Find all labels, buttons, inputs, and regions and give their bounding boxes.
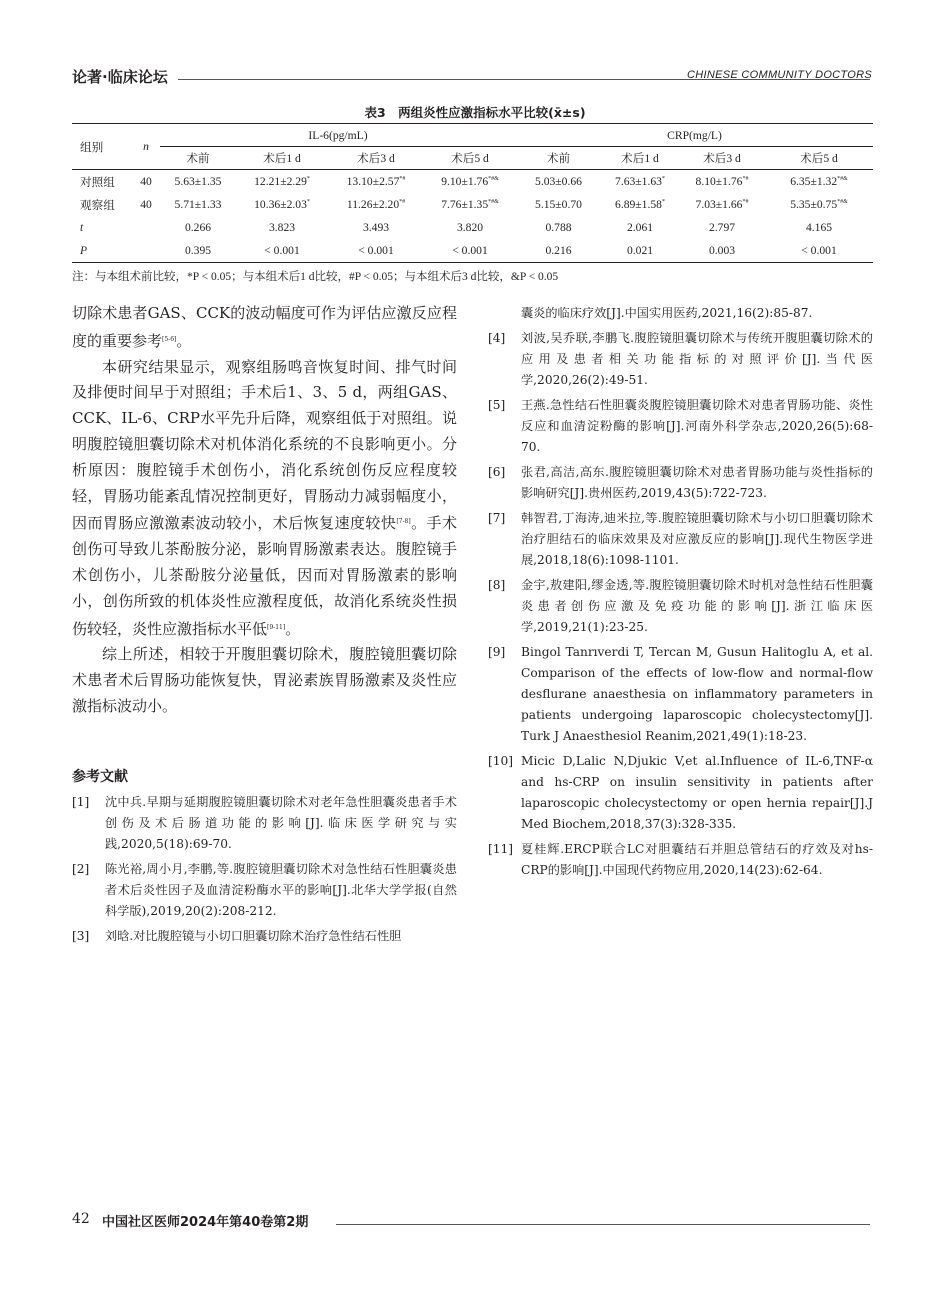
table-cell: 6.35±1.32*#& — [790, 175, 848, 188]
table-cell: 13.10±2.57*# — [346, 175, 406, 188]
table-cell: 0.266 — [184, 221, 212, 234]
page-number: 42 — [72, 1211, 90, 1227]
reference-item: [7] 韩智君,丁海涛,迪米拉,等.腹腔镜胆囊切除术与小切口胆囊切除术治疗胆结石的临床效果及对应激反应的影响[J].现代生物医学进展,2018,18(6):1098-1101. — [488, 511, 873, 567]
table-cell: 7.76±1.35*#& — [441, 198, 499, 211]
col-header-sub: 术前 — [516, 147, 601, 170]
col-header-sub: 术后1 d — [236, 147, 328, 170]
row-label: 对照组 — [80, 175, 115, 189]
row-label: 观察组 — [80, 198, 115, 212]
col-header-crp: CRP(mg/L) — [516, 124, 873, 147]
reference-item: [9] Bingol Tanrıverdi T, Tercan M, Gusun Halitoglu A, et al. Comparison of the effects of low-flow and normal-flow desflurane anaesthesia on inflammatory parameters in patients undergoing laparoscopic cholecystectomy[J]. Turk J Anaesthesiol Reanim,2021,49(1):18-23. — [488, 645, 873, 743]
row-n: 40 — [140, 198, 152, 211]
references-right — [488, 303, 873, 885]
table-row — [72, 239, 873, 263]
table-cell: 0.021 — [601, 239, 679, 263]
col-header-group: 组别 — [72, 124, 132, 170]
reference-item: [1] 沈中兵.早期与延期腹腔镜胆囊切除术对老年急性胆囊炎患者手术创伤及术后肠道功能的影响[J].临床医学研究与实践,2020,5(18):69-70. — [72, 795, 457, 851]
table-cell: 7.03±1.66*# — [695, 198, 749, 211]
reference-item: [4] 刘波,吴乔联,李鹏飞.腹腔镜胆囊切除术与传统开腹胆囊切除术的应用及患者相关功能指标的对照评价[J].当代医学,2020,26(2):49-51. — [488, 331, 873, 387]
reference-item: [2] 陈光裕,周小月,李鹏,等.腹腔镜胆囊切除术对急性结石性胆囊炎患者术后炎性因子及血清淀粉酶水平的影响[J].北华大学学报(自然科学版),2019,20(2):208-212. — [72, 862, 457, 918]
table-cell: 3.820 — [456, 221, 484, 234]
table-cell: 2.797 — [708, 221, 736, 234]
reference-item: [5] 王燕.急性结石性胆囊炎腹腔镜胆囊切除术对患者胃肠功能、炎性反应和血清淀粉酶的影响[J].河南外科学杂志,2020,26(5):68-70. — [488, 398, 873, 454]
table-cell: 5.15±0.70 — [535, 198, 582, 211]
row-label: P — [72, 239, 132, 263]
table-note: 注：与本组术前比较，*P < 0.05；与本组术后1 d比较，#P < 0.05；与本组术后3 d比较，&P < 0.05 — [72, 271, 559, 283]
reference-item: [3] 刘晗.对比腹腔镜与小切口胆囊切除术治疗急性结石性胆 — [72, 929, 402, 943]
running-header-journal: CHINESE COMMUNITY DOCTORS — [687, 69, 872, 81]
row-label: t — [80, 221, 84, 234]
table-cell: 5.63±1.35 — [174, 175, 222, 188]
table-caption: 表3 两组炎性应激指标水平比较(x̄±s) — [364, 105, 586, 120]
body-left-column — [72, 301, 457, 720]
row-n: 40 — [140, 175, 152, 188]
table-cell: < 0.001 — [328, 239, 424, 263]
col-header-sub: 术后5 d — [765, 147, 873, 170]
reference-item: [6] 张君,高洁,高东.腹腔镜胆囊切除术对患者胃肠功能与炎性指标的影响研究[J].贵州医药,2019,43(5):722-723. — [488, 465, 873, 500]
col-header-sub: 术后1 d — [601, 147, 679, 170]
table-cell: 3.493 — [362, 221, 390, 234]
table-cell: < 0.001 — [236, 239, 328, 263]
table-cell: < 0.001 — [765, 239, 873, 263]
table-cell: 3.823 — [268, 221, 296, 234]
col-header-n: n — [132, 124, 160, 170]
paragraph-3: 综上所述，相较于开腹胆囊切除术，腹腔镜胆囊切除术患者术后胃肠功能恢复快，胃泌素族胃肠激素及炎性应激指标波动小。 — [72, 645, 457, 715]
table-row — [72, 193, 873, 216]
table-cell: 11.26±2.20*# — [346, 198, 406, 211]
table-cell: 7.63±1.63* — [615, 175, 665, 188]
data-table — [72, 123, 873, 263]
table-cell: < 0.001 — [424, 239, 516, 263]
references-left — [72, 792, 457, 951]
col-header-il6: IL-6(pg/mL) — [160, 124, 516, 147]
table-cell: 10.36±2.03* — [254, 198, 310, 211]
footer-journal: 中国社区医师2024年第40卷第2期 — [102, 1215, 309, 1230]
table-cell: 2.061 — [626, 221, 654, 234]
reference-item: 囊炎的临床疗效[J].中国实用医药,2021,16(2):85-87. — [521, 306, 813, 320]
paragraph-1: 切除术患者GAS、CCK的波动幅度可作为评估应激反应程度的重要参考[5-6]。 — [72, 304, 457, 350]
running-header-section: 论著·临床论坛 — [72, 68, 168, 86]
table-cell: 12.21±2.29* — [254, 175, 310, 188]
references-heading: 参考文献 — [72, 769, 128, 785]
table-cell: 5.03±0.66 — [535, 175, 582, 188]
col-header-sub: 术后3 d — [328, 147, 424, 170]
col-header-sub: 术后3 d — [679, 147, 765, 170]
reference-item: [11] 夏桂辉.ERCP联合LC对胆囊结石并胆总管结石的疗效及对hs-CRP的影响[J].中国现代药物应用,2020,14(23):62-64. — [488, 842, 873, 877]
table-cell: 0.395 — [160, 239, 236, 263]
table-cell: 5.35±0.75*#& — [790, 198, 848, 211]
paragraph-2: 本研究结果显示，观察组肠鸣音恢复时间、排气时间及排便时间早于对照组；手术后1、3、5 d，两组GAS、CCK、IL-6、CRP水平先升后降，观察组低于对照组。说明腹腔镜胆囊切除术对机体消化系统的不良影响更小。分析原因：腹腔镜手术创伤小，消化系统创伤反应程度较轻，胃肠功能紊乱情况控制更好，胃肠动力减弱幅度小，因而胃肠应激激素波动较小，术后恢复速度较快[7-8]。手术创伤可导致儿茶酚胺分泌，影响胃肠激素表达。腹腔镜手术创伤小，儿茶酚胺分泌量低，因而对胃肠激素的影响小，创伤所致的机体炎性应激程度低，故消化系统炎性损伤较轻，炎性应激指标水平低[9-11]。 — [72, 357, 457, 638]
table-cell: 6.89±1.58* — [615, 198, 665, 211]
col-header-sub: 术后5 d — [424, 147, 516, 170]
table-row — [72, 216, 873, 239]
table-cell: 8.10±1.76*# — [695, 175, 749, 188]
table-cell: 5.71±1.33 — [174, 198, 222, 211]
table-cell: 9.10±1.76*#& — [441, 175, 499, 188]
table-cell: 0.216 — [516, 239, 601, 263]
col-header-sub: 术前 — [160, 147, 236, 170]
row-n — [132, 216, 160, 239]
footer-rule — [336, 1224, 870, 1225]
row-n — [132, 239, 160, 263]
table-cell: 0.788 — [545, 221, 572, 234]
reference-item: [8] 金宇,敖建阳,缪金透,等.腹腔镜胆囊切除术时机对急性结石性胆囊炎患者创伤应激及免疫功能的影响[J].浙江临床医学,2019,21(1):23-25. — [488, 578, 873, 634]
table-cell: 4.165 — [805, 221, 833, 234]
table-cell: 0.003 — [679, 239, 765, 263]
reference-item: [10] Micic D,Lalic N,Djukic V,et al.Influence of IL-6,TNF-α and hs-CRP on insulin sensitivity in patients after laparoscopic cholecystectomy or open hernia repair[J].J Med Biochem,2018,37(3):328-335. — [488, 754, 873, 831]
table-row — [72, 170, 873, 194]
